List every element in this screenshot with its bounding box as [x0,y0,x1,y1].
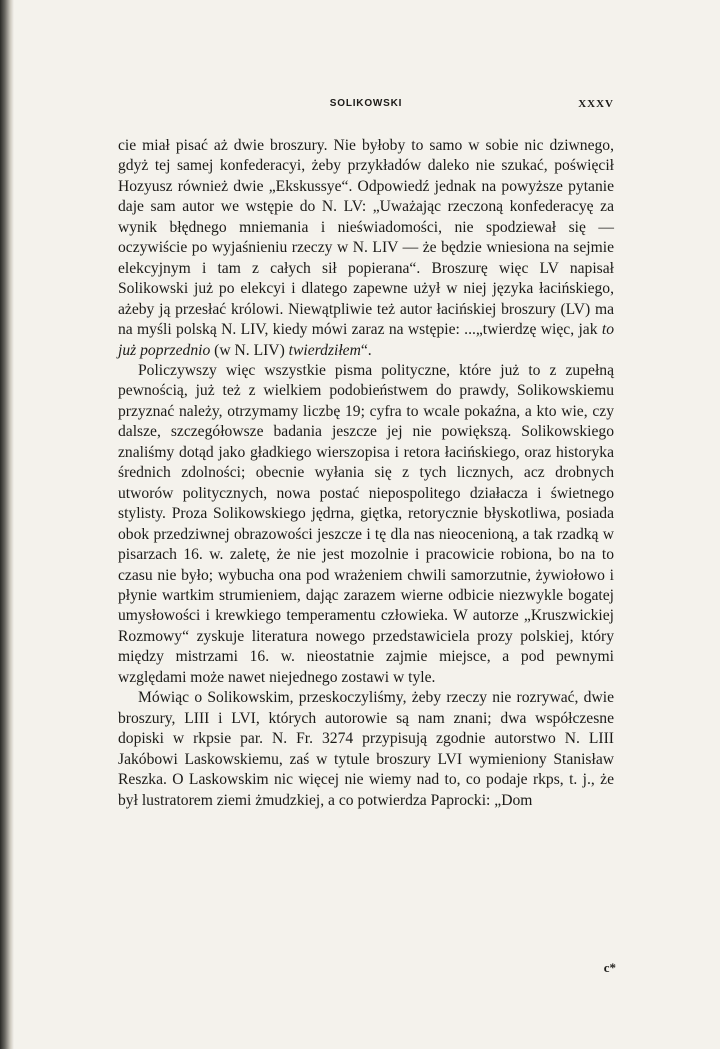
paragraph-1 [118,136,614,361]
paragraph-1-text-3: “. [360,341,372,359]
paragraph-1-text: cie miał pisać aż dwie broszury. Nie byłoby to samo w sobie nic dziwnego, gdyż tej samej konfederacyi, żeby przykładów daleko nie szukać, poświęcił Hozyusz również dwie „Ekskussye“. Odpowiedź jednak na powyższe pytanie daje sam autor we wstępie do N. LV: „Uważając rzeczoną konfederacyę za wynik błędnego mniemania i nieświadomości, nie spodziewał się — oczywiście po wyjaśnieniu rzeczy w N. LIV — że będzie wniesiona na sejmie elekcyjnym i tam z całych sił popierana“. Broszurę więc LV napisał Solikowski już po elekcyi i dlatego zapewne użył w niej języka łacińskiego, ażeby ją przesłać królowi. Niewątpliwie też autor łacińskiej broszury (LV) ma na myśli polską N. LIV, kiedy mówi zaraz na wstępie: ...„twierdzę więc, jak [118,137,614,339]
book-binding-shadow [0,0,14,1049]
body-text [118,136,614,811]
paragraph-1-text-2: (w N. LIV) [210,341,289,359]
paragraph-2: Policzywszy więc wszystkie pisma polityczne, które już to z zupełną pewnością, już też z wielkiem podobieństwem do prawdy, Solikowskiemu przyznać należy, otrzymamy liczbę 19; cyfra to wcale pokaźna, a kto wie, czy dalsze, szczegółowsze badania jeszcze jej nie powiększą. Solikowskiego znaliśmy dotąd jako gładkiego wierszopisa i retora łacińskiego, oraz historyka średnich zdolności; obecnie wyłania się z tych licznych, acz drobnych utworów politycznych, nowa postać niepospolitego działacza i świetnego stylisty. Proza Solikowskiego jędrna, giętka, retorycznie błyskotliwa, posiada obok przedziwnej obrazowości jeszcze i tę dla nas nieocenioną, a tak rzadką w pisarzach 16. w. zaletę, że nie jest mozolnie i pracowicie robiona, bo na to czasu nie było; wybucha ona pod wrażeniem chwili samorzutnie, żywiołowo i płynie wartkim strumieniem, dając zarazem wierne odbicie niezwykle bogatej umysłowości i krewkiego temperamentu człowieka. W autorze „Kruszwickiej Rozmowy“ zyskuje literatura nowego przedstawiciela prozy polskiej, który między mistrzami 16. w. nieostatnie zajmie miejsce, a pod pewnymi względami może nawet niejednego zostawi w tyle. [118,361,614,686]
paragraph-3: Mówiąc o Solikowskim, przeskoczyliśmy, żeby rzeczy nie rozrywać, dwie broszury, LIII i LVI, których autorowie są nam znani; dwa współczesne dopiski w rkpsie par. N. Fr. 3274 przypisują zgodnie autorstwo N. LIII Jakóbowi Laskowskiemu, zaś w tytule broszury LVI wymieniony Stanisław Reszka. O Laskowskim nic więcej nie wiemy nad to, co podaje rkps, t. j., że był lustratorem ziemi żmudzkiej, a co potwierdza Paprocki: „Dom [118,689,614,809]
running-head: SOLIKOWSKI [329,98,403,109]
page-header [118,98,614,114]
paragraph-1-italic-2: twierdziłem [288,341,361,359]
page-number: XXXV [578,98,614,110]
paragraph-1-italic-1: to już poprzednio [118,321,614,359]
signature-mark: c* [603,960,616,975]
